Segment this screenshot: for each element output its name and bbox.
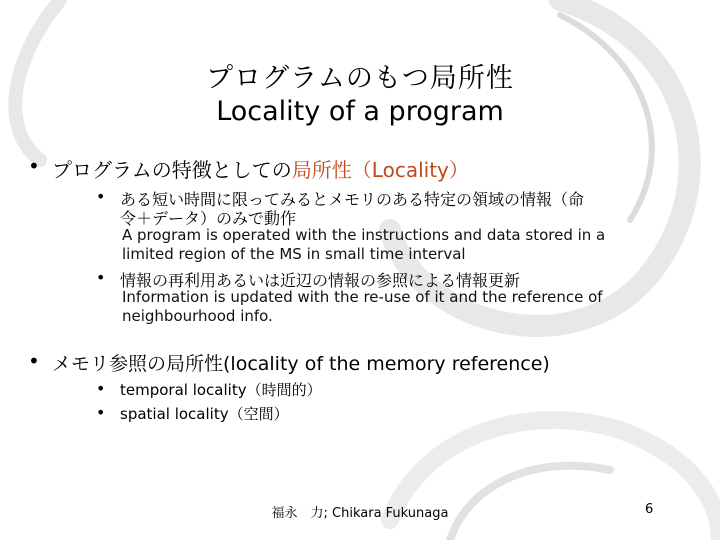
bullet-locality-highlight: 局所性（Locality） bbox=[291, 158, 469, 182]
sub-bullet-jp-line1: 情報の再利用あるいは近辺の情報の参照による情報更新 bbox=[120, 271, 521, 290]
sub-bullet-marker: • bbox=[96, 187, 106, 206]
slide-title-japanese: プログラムのもつ局所性 bbox=[206, 63, 514, 94]
sub-bullet-en-line2: limited region of the MS in small time interval bbox=[122, 245, 466, 263]
bullet-marker: • bbox=[28, 349, 40, 373]
sub-bullet-en-line2: neighbourhood info. bbox=[122, 307, 273, 325]
bullet-marker: • bbox=[28, 154, 40, 178]
sub-bullet-temporal: temporal locality（時間的） bbox=[120, 381, 322, 399]
sub-bullet-marker: • bbox=[96, 379, 106, 398]
sub-bullet-jp-line1: ある短い時間に限ってみるとメモリのある特定の領域の情報（命 bbox=[120, 190, 585, 209]
sub-bullet-en-line1: Information is updated with the re-use of it and the reference of bbox=[122, 288, 603, 306]
sub-bullet-en-line1: A program is operated with the instructions and data stored in a bbox=[122, 226, 606, 244]
sub-bullet-marker: • bbox=[96, 403, 106, 422]
sub-bullet-marker: • bbox=[96, 268, 106, 287]
bullet-locality bbox=[52, 154, 469, 183]
sub-bullet-spatial: spatial locality（空間） bbox=[120, 405, 289, 423]
bullet-memory-reference: メモリ参照の局所性(locality of the memory reference) bbox=[52, 353, 550, 375]
bullet-locality-prefix: プログラムの特徴としての bbox=[52, 158, 292, 182]
slide-page-number: 6 bbox=[645, 502, 654, 517]
slide-footer-author: 福永 力; Chikara Fukunaga bbox=[271, 506, 449, 521]
sub-bullet-jp-line2: 令＋データ）のみで動作 bbox=[120, 209, 297, 228]
slide-title-english: Locality of a program bbox=[216, 96, 504, 127]
